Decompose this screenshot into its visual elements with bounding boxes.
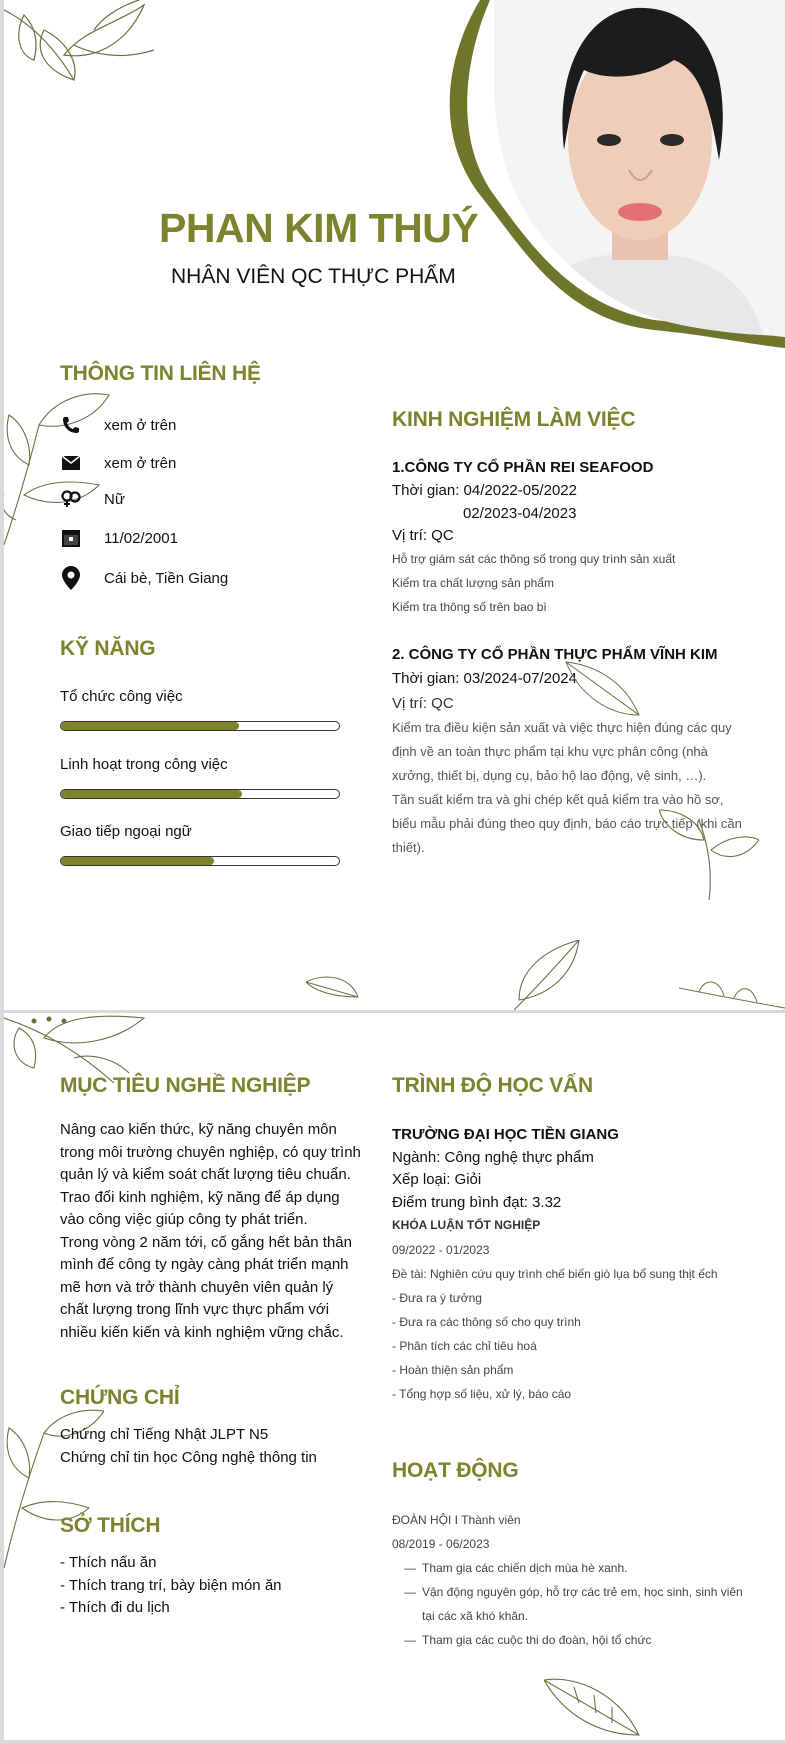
contact-address-value: Cái bè, Tiền Giang	[104, 569, 229, 587]
leaf-icon	[544, 1675, 644, 1740]
gender-icon	[60, 488, 82, 510]
contact-email-value: xem ở trên	[104, 454, 177, 472]
leaf-branch-icon	[679, 978, 785, 1010]
job-description-line: Tần suất kiểm tra và ghi chép kết quả kiểm tra vào hồ sơ,	[392, 792, 724, 807]
leaf-icon	[659, 800, 759, 900]
objective-line: nhiều kiến kiến và kinh nghiệm vững chắc.	[60, 1324, 344, 1341]
job-description-line: thiết).	[392, 840, 425, 855]
education-section-title: TRÌNH ĐỘ HỌC VẤN	[392, 1074, 593, 1097]
activity-item: Tham gia các cuộc thi do đoàn, hội tổ chức	[422, 1633, 652, 1647]
objective-line: mình để công ty ngày càng phát triển mạnh	[60, 1256, 349, 1273]
skill-label: Tổ chức công việc	[60, 688, 183, 705]
job-company: 1.CÔNG TY CỔ PHẦN REI SEAFOOD	[392, 459, 654, 476]
mail-icon	[60, 452, 82, 474]
certificates-section-title: CHỨNG CHỈ	[60, 1386, 180, 1409]
activity-item: Tham gia các chiến dịch mùa hè xanh.	[422, 1561, 628, 1575]
contact-birthday	[60, 526, 178, 550]
leaf-icon	[514, 940, 584, 1010]
contact-address	[60, 566, 229, 590]
job-role: Vị trí: QC	[392, 695, 454, 712]
job-task: Hỗ trợ giám sát các thông số trong quy trình sản xuất	[392, 552, 676, 566]
leaf-branch-icon	[4, 385, 114, 550]
objective-line: quản lý và kiểm soát chất lượng tiêu chuẩn.	[60, 1166, 351, 1183]
hobby-item: - Thích trang trí, bày biện món ăn	[60, 1577, 282, 1594]
objective-line: Trao đổi kinh nghiệm, kỹ năng để áp dụng	[60, 1189, 340, 1206]
activity-org: ĐOÀN HỘI I Thành viên	[392, 1513, 521, 1527]
skill-label: Giao tiếp ngoại ngữ	[60, 823, 192, 840]
contact-email	[60, 451, 177, 475]
skill-bar-fill	[61, 790, 242, 798]
job-description-line: biểu mẫu phải đúng theo quy định, báo cáo trực tiếp (khi cần	[392, 816, 742, 831]
education-rank: Xếp loại: Giỏi	[392, 1171, 482, 1188]
contact-section-title: THÔNG TIN LIÊN HỆ	[60, 362, 261, 385]
job-time-extra: 02/2023-04/2023	[463, 505, 577, 522]
skill-label: Linh hoạt trong công việc	[60, 756, 228, 773]
hobby-item: - Thích đi du lịch	[60, 1599, 170, 1616]
objective-line: chất lượng trong lĩnh vực thực phẩm với	[60, 1301, 330, 1318]
activity-bullet: —	[404, 1633, 416, 1647]
hobby-item: - Thích nấu ăn	[60, 1554, 157, 1571]
skill-bar	[60, 789, 340, 799]
job-role: Vị trí: QC	[392, 527, 454, 544]
calendar-icon	[60, 527, 82, 549]
candidate-position: NHÂN VIÊN QC THỰC PHẨM	[171, 265, 456, 288]
activity-bullet: —	[404, 1561, 416, 1575]
thesis-topic: Đề tài: Nghiên cứu quy trình chế biến giò lụa bổ sung thịt ếch	[392, 1267, 718, 1281]
phone-icon	[60, 414, 82, 436]
hobbies-section-title: SỞ THÍCH	[60, 1514, 161, 1537]
certificate-item: Chứng chỉ Tiếng Nhật JLPT N5	[60, 1426, 269, 1443]
thesis-step: - Đưa ra ý tưởng	[392, 1291, 482, 1305]
activity-time: 08/2019 - 06/2023	[392, 1537, 490, 1551]
activity-bullet: —	[404, 1585, 416, 1599]
objective-line: vào công việc giúp công ty phát triển.	[60, 1211, 308, 1228]
contact-birthday-value: 11/02/2001	[104, 529, 178, 547]
activity-item-cont: tại các xã khó khăn.	[422, 1609, 529, 1623]
profile-photo	[494, 0, 785, 336]
contact-phone-value: xem ở trên	[104, 416, 177, 434]
thesis-step: - Phân tích các chỉ tiêu hoá	[392, 1339, 537, 1353]
thesis-step: - Hoàn thiện sản phẩm	[392, 1363, 514, 1377]
job-time: Thời gian: 04/2022-05/2022	[392, 482, 577, 499]
resume-page-1	[4, 0, 785, 1010]
job-task: Kiểm tra thông số trên bao bì	[392, 600, 547, 614]
certificate-item: Chứng chỉ tin học Công nghệ thông tin	[60, 1449, 317, 1466]
job-time: Thời gian: 03/2024-07/2024	[392, 670, 577, 687]
job-description-line: định về an toàn thực phẩm tại khu vực phân công (nhà	[392, 744, 708, 759]
objective-line: mẽ hơn và trở thành chuyên viên quản lý	[60, 1279, 334, 1296]
job-description-line: xưởng, thiết bị, dụng cụ, bảo hộ lao động, vệ sinh, …).	[392, 768, 707, 783]
contact-gender	[60, 487, 125, 511]
objective-line: trong môi trường chuyên nghiệp, có quy trình	[60, 1144, 361, 1161]
activities-section-title: HOẠT ĐỘNG	[392, 1459, 519, 1482]
skills-section-title: KỸ NĂNG	[60, 637, 156, 660]
education-gpa: Điểm trung bình đạt: 3.32	[392, 1194, 562, 1211]
location-pin-icon	[60, 567, 82, 589]
thesis-time: 09/2022 - 01/2023	[392, 1243, 490, 1257]
skill-bar	[60, 856, 340, 866]
leaf-branch-icon	[4, 0, 154, 95]
resume-page-2	[4, 1013, 785, 1740]
thesis-step: - Tổng hợp số liệu, xử lý, báo cáo	[392, 1387, 572, 1401]
thesis-step: - Đưa ra các thông số cho quy trình	[392, 1315, 581, 1329]
school-name: TRƯỜNG ĐẠI HỌC TIỀN GIANG	[392, 1126, 619, 1143]
contact-phone	[60, 413, 177, 437]
objective-line: Trong vòng 2 năm tới, cố gắng hết bản thân	[60, 1234, 352, 1251]
objective-section-title: MỤC TIÊU NGHỀ NGHIỆP	[60, 1074, 311, 1097]
job-description-line: Kiểm tra điều kiện sản xuất và việc thực hiện đúng các quy	[392, 720, 732, 735]
candidate-name: PHAN KIM THUÝ	[159, 205, 479, 251]
skill-bar-fill	[61, 722, 239, 730]
experience-section-title: KINH NGHIỆM LÀM VIỆC	[392, 408, 636, 431]
leaf-icon	[564, 660, 644, 720]
skill-bar	[60, 721, 340, 731]
job-company: 2. CÔNG TY CỔ PHẦN THỰC PHẨM VĨNH KIM	[392, 646, 718, 663]
leaf-icon	[306, 972, 361, 1002]
thesis-title: KHÓA LUẬN TỐT NGHIỆP	[392, 1218, 541, 1232]
skill-bar-fill	[61, 857, 214, 865]
contact-gender-value: Nữ	[104, 490, 125, 508]
objective-line: Nâng cao kiến thức, kỹ năng chuyên môn	[60, 1121, 337, 1138]
education-major: Ngành: Công nghệ thực phẩm	[392, 1149, 594, 1166]
job-task: Kiểm tra chất lượng sản phẩm	[392, 576, 554, 590]
activity-item: Vận động nguyên góp, hỗ trợ các trẻ em, học sinh, sinh viên	[422, 1585, 743, 1599]
